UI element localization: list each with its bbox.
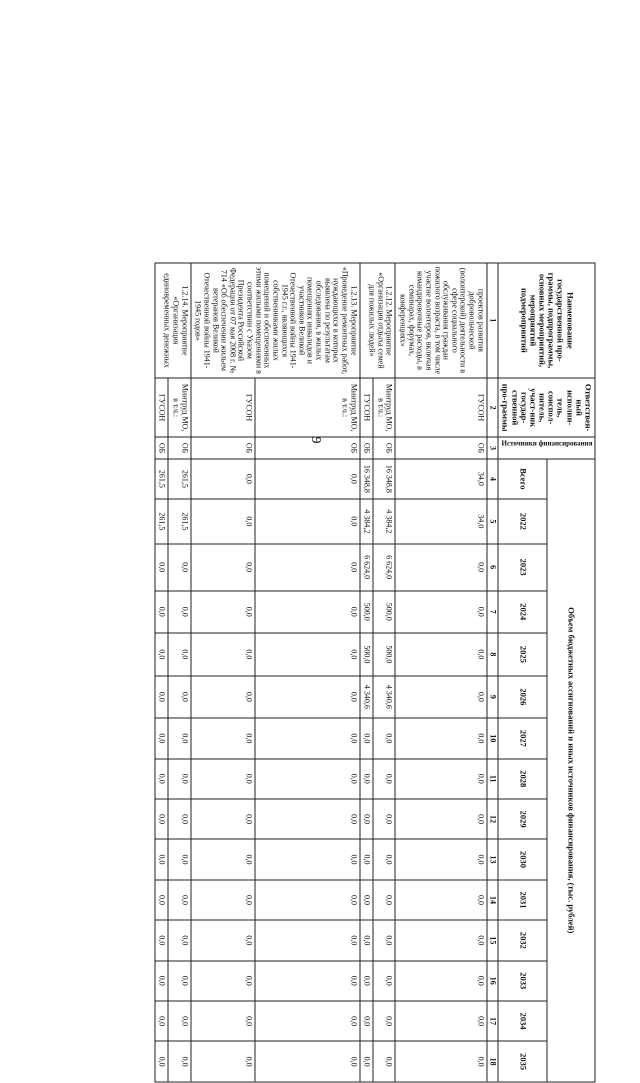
funding-value: 0,0 xyxy=(395,759,486,799)
responsible-executor: ГУСОН xyxy=(360,378,374,438)
year-header-2028: 2028 xyxy=(498,759,546,799)
funding-value: 0,0 xyxy=(360,799,374,839)
year-header-2027: 2027 xyxy=(498,718,546,758)
col-number: 16 xyxy=(487,961,499,1001)
measure-name: 1.2.14. Мероприятие «Организация единовременных денежных xyxy=(155,263,191,378)
col-number: 18 xyxy=(487,1041,499,1082)
funding-table xyxy=(154,263,595,1083)
col-number: 17 xyxy=(487,1001,499,1041)
funding-value: 261,5 xyxy=(168,459,190,499)
col-number: 1 xyxy=(487,263,499,378)
funding-value: 4 384,2 xyxy=(373,499,395,544)
funding-value: 0,0 xyxy=(191,676,255,719)
col-number: 12 xyxy=(487,799,499,839)
funding-value: 0,0 xyxy=(255,920,360,960)
table-row xyxy=(191,263,255,1082)
measure-name: 1.2.13. Мероприятие «Проведение ремонтных работ, нуждающихся в которых выявлена по результатам обследования, в жилых помещениях инвалидов и участников Великой Отечественной войны 1941-1945 г.г., являющихся собственниками жилых помещений и обеспеченных этими жилыми помещениями в соответствии с Указом Президента Российской Федерации от 07 мая 2008 г. № 714 «Об обеспечении жильем ветеранов Великой Отечественной войны 1941-1945 годов» xyxy=(191,263,360,378)
responsible-executor: ГУСОН xyxy=(155,378,169,438)
funding-value: 0,0 xyxy=(191,961,255,1001)
col-number: 9 xyxy=(487,676,499,719)
funding-value: 0,0 xyxy=(155,1041,169,1082)
funding-value: 4 384,2 xyxy=(360,499,374,544)
col-number: 3 xyxy=(487,437,499,458)
measure-name: проектов развития добровольческой (волонтерской) деятельности в сфере социального обслуживания граждан пожилого возраста, в том числе участие волонтеров, включая командировочные расходы, в семинарах, форумах, конференциях» xyxy=(395,263,486,378)
funding-value: 500,0 xyxy=(360,591,374,634)
funding-value: 500,0 xyxy=(373,591,395,634)
funding-value: 0,0 xyxy=(155,1001,169,1041)
funding-value: 0,0 xyxy=(395,799,486,839)
table-row xyxy=(155,263,169,1082)
year-header-2025: 2025 xyxy=(498,633,546,676)
funding-value: 0,0 xyxy=(255,591,360,634)
funding-value: 0,0 xyxy=(191,880,255,920)
funding-value: 0,0 xyxy=(191,759,255,799)
funding-value: 0,0 xyxy=(168,799,190,839)
funding-value: 0,0 xyxy=(395,1041,486,1082)
year-header-2024: 2024 xyxy=(498,591,546,634)
funding-value: 0,0 xyxy=(168,676,190,719)
responsible-executor: Минтруд МО, в т.ч.: xyxy=(255,378,360,438)
funding-value: 0,0 xyxy=(395,591,486,634)
funding-value: 0,0 xyxy=(155,961,169,1001)
col-number: 6 xyxy=(487,544,499,591)
funding-value: 0,0 xyxy=(168,544,190,591)
col-source-label: Источники финансирования xyxy=(501,439,593,448)
funding-value: 0,0 xyxy=(373,759,395,799)
funding-value: 500,0 xyxy=(373,633,395,676)
funding-value: 0,0 xyxy=(255,880,360,920)
funding-value: 0,0 xyxy=(255,633,360,676)
funding-value: 0,0 xyxy=(155,676,169,719)
col-number: 10 xyxy=(487,718,499,758)
funding-value: 0,0 xyxy=(255,718,360,758)
funding-source: ОБ xyxy=(360,437,374,458)
funding-value: 6 624,0 xyxy=(360,544,374,591)
funding-value: 0,0 xyxy=(191,1001,255,1041)
funding-value: 0,0 xyxy=(255,799,360,839)
funding-value: 0,0 xyxy=(255,459,360,499)
col-number: 11 xyxy=(487,759,499,799)
funding-value: 0,0 xyxy=(155,880,169,920)
funding-value: 0,0 xyxy=(360,1001,374,1041)
funding-value: 0,0 xyxy=(255,1041,360,1082)
funding-value: 0,0 xyxy=(395,920,486,960)
year-header-2026: 2026 xyxy=(498,676,546,719)
table-row xyxy=(373,263,395,1082)
funding-value: 4 340,6 xyxy=(373,676,395,719)
table-row xyxy=(395,263,486,1082)
funding-value: 0,0 xyxy=(191,718,255,758)
funding-value: 34,0 xyxy=(395,499,486,544)
funding-value: 16 348,8 xyxy=(360,459,374,499)
year-header-2033: 2033 xyxy=(498,961,546,1001)
funding-value: 0,0 xyxy=(168,759,190,799)
funding-value: 261,5 xyxy=(155,499,169,544)
funding-value: 0,0 xyxy=(168,920,190,960)
col-resp-header: Ответствен-ный исполни-тель, соиспол-нитель, участ-ник государ-ственной про-граммы xyxy=(498,378,595,438)
col-funding-header: Объем бюджетных ассигнований и иных источников финансирования, (тыс. рублей) xyxy=(547,459,595,1082)
funding-value: 0,0 xyxy=(155,591,169,634)
funding-value: 0,0 xyxy=(360,880,374,920)
funding-value: 0,0 xyxy=(395,961,486,1001)
year-header-2030: 2030 xyxy=(498,839,546,879)
funding-value: 0,0 xyxy=(373,961,395,1001)
responsible-executor: Минтруд МО, в т.ч.: xyxy=(168,378,190,438)
funding-value: 0,0 xyxy=(373,880,395,920)
funding-value: 0,0 xyxy=(155,718,169,758)
year-header-2029: 2029 xyxy=(498,799,546,839)
table-row xyxy=(360,263,374,1082)
col-number: 4 xyxy=(487,459,499,499)
year-header-2034: 2034 xyxy=(498,1001,546,1041)
funding-value: 0,0 xyxy=(168,880,190,920)
col-number: 2 xyxy=(487,378,499,438)
year-header-2031: 2031 xyxy=(498,880,546,920)
year-header-2032: 2032 xyxy=(498,920,546,960)
col-number: 8 xyxy=(487,633,499,676)
col-number: 7 xyxy=(487,591,499,634)
col-name-header: Наименование государственной про-граммы, подпрограммы, основных мероприятий, мероприятий подмероприятий xyxy=(498,263,595,378)
funding-value: 0,0 xyxy=(255,499,360,544)
responsible-executor: Минтруд МО, в т.ч.: xyxy=(373,378,395,438)
col-number: 5 xyxy=(487,499,499,544)
funding-value: 0,0 xyxy=(168,718,190,758)
funding-value: 0,0 xyxy=(191,920,255,960)
funding-value: 0,0 xyxy=(168,1041,190,1082)
col-number: 13 xyxy=(487,839,499,879)
year-header-2022: 2022 xyxy=(498,499,546,544)
funding-value: 261,5 xyxy=(155,459,169,499)
year-header-2023: 2023 xyxy=(498,544,546,591)
funding-value: 0,0 xyxy=(373,1001,395,1041)
funding-value: 0,0 xyxy=(191,633,255,676)
funding-value: 4 340,6 xyxy=(360,676,374,719)
funding-value: 0,0 xyxy=(255,839,360,879)
funding-value: 0,0 xyxy=(360,920,374,960)
funding-value: 0,0 xyxy=(360,718,374,758)
page-number: 9 xyxy=(308,436,323,444)
funding-source: ОБ xyxy=(191,437,255,458)
funding-value: 0,0 xyxy=(255,1001,360,1041)
responsible-executor: ГУСОН xyxy=(191,378,255,438)
funding-value: 0,0 xyxy=(255,544,360,591)
responsible-executor: ГУСОН xyxy=(395,378,486,438)
funding-value: 0,0 xyxy=(395,880,486,920)
funding-source: ОБ xyxy=(255,437,360,458)
funding-value: 0,0 xyxy=(395,718,486,758)
table-row xyxy=(255,263,360,1082)
col-total-header: Всего xyxy=(498,459,546,499)
funding-value: 0,0 xyxy=(155,759,169,799)
funding-value: 0,0 xyxy=(191,839,255,879)
funding-value: 0,0 xyxy=(373,718,395,758)
funding-value: 0,0 xyxy=(168,839,190,879)
funding-value: 0,0 xyxy=(155,920,169,960)
funding-value: 0,0 xyxy=(395,676,486,719)
funding-source: ОБ xyxy=(373,437,395,458)
funding-value: 0,0 xyxy=(191,544,255,591)
funding-value: 0,0 xyxy=(191,799,255,839)
funding-value: 0,0 xyxy=(155,799,169,839)
table-row xyxy=(168,263,190,1082)
funding-value: 0,0 xyxy=(191,459,255,499)
col-source-header xyxy=(498,437,595,458)
col-number: 15 xyxy=(487,920,499,960)
funding-value: 0,0 xyxy=(373,1041,395,1082)
funding-value: 0,0 xyxy=(191,499,255,544)
funding-value: 0,0 xyxy=(395,633,486,676)
funding-value: 0,0 xyxy=(168,1001,190,1041)
funding-value: 0,0 xyxy=(395,544,486,591)
funding-value: 34,0 xyxy=(395,459,486,499)
funding-value: 0,0 xyxy=(191,1041,255,1082)
measure-name: 1.2.12. Мероприятие «Организация отдыха семей для пожилых людей» xyxy=(360,263,396,378)
funding-value: 0,0 xyxy=(360,961,374,1001)
funding-value: 0,0 xyxy=(155,839,169,879)
funding-source: ОБ xyxy=(395,437,486,458)
funding-value: 0,0 xyxy=(255,676,360,719)
funding-value: 0,0 xyxy=(373,799,395,839)
funding-value: 0,0 xyxy=(168,633,190,676)
col-number: 14 xyxy=(487,880,499,920)
funding-value: 0,0 xyxy=(360,1041,374,1082)
funding-value: 0,0 xyxy=(255,961,360,1001)
funding-value: 0,0 xyxy=(395,1001,486,1041)
funding-value: 0,0 xyxy=(360,759,374,799)
funding-value: 0,0 xyxy=(168,591,190,634)
funding-value: 0,0 xyxy=(155,544,169,591)
year-header-2035: 2035 xyxy=(498,1041,546,1082)
funding-value: 0,0 xyxy=(191,591,255,634)
funding-value: 0,0 xyxy=(395,839,486,879)
funding-value: 0,0 xyxy=(373,839,395,879)
funding-value: 500,0 xyxy=(360,633,374,676)
funding-source: ОБ xyxy=(168,437,190,458)
funding-value: 0,0 xyxy=(168,961,190,1001)
funding-value: 6 624,0 xyxy=(373,544,395,591)
funding-value: 0,0 xyxy=(155,633,169,676)
funding-value: 16 348,8 xyxy=(373,459,395,499)
funding-table-sheet xyxy=(91,263,596,1083)
funding-source: ОБ xyxy=(155,437,169,458)
funding-value: 261,5 xyxy=(168,499,190,544)
funding-value: 0,0 xyxy=(360,839,374,879)
funding-value: 0,0 xyxy=(373,920,395,960)
funding-value: 0,0 xyxy=(255,759,360,799)
